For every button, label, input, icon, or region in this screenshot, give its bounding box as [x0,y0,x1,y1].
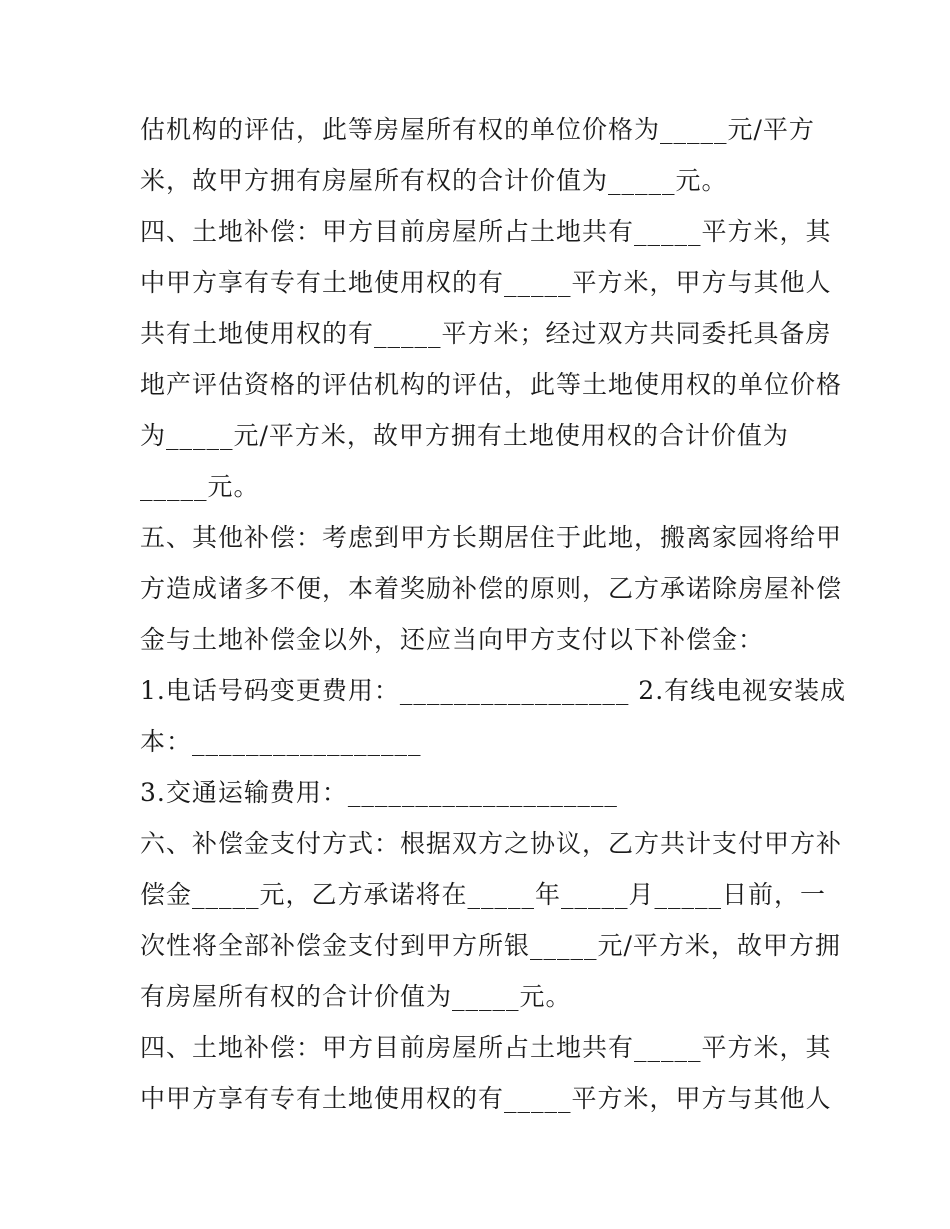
text-line: 本：_________________ [140,727,422,756]
text-line: 有房屋所有权的合计价值为_____元。 [140,982,572,1011]
text-line: 方造成诸多不便，本着奖励补偿的原则，乙方承诺除房屋补偿 [140,574,843,603]
text-line: 估机构的评估，此等房屋所有权的单位价格为_____元/平方 [140,115,815,144]
text-line: 地产评估资格的评估机构的评估，此等土地使用权的单位价格 [140,370,843,399]
text-line: 五、其他补偿：考虑到甲方长期居住于此地，搬离家园将给甲 [140,523,843,552]
text-line: 次性将全部补偿金支付到甲方所银_____元/平方米，故甲方拥 [140,931,841,960]
text-line: 1.电话号码变更费用：_________________ 2.有线电视安装成 [140,676,847,705]
text-line: 六、补偿金支付方式：根据双方之协议，乙方共计支付甲方补 [140,829,843,858]
text-line: 偿金_____元，乙方承诺将在_____年_____月_____日前，一 [140,880,827,909]
text-line: 中甲方享有专有土地使用权的有_____平方米，甲方与其他人 [140,1084,832,1113]
text-line: _____元。 [140,472,260,501]
text-line: 为_____元/平方米，故甲方拥有土地使用权的合计价值为 [140,421,789,450]
text-line: 四、土地补偿：甲方目前房屋所占土地共有_____平方米，其 [140,1033,832,1062]
text-line: 3.交通运输费用：____________________ [140,778,618,807]
text-line: 金与土地补偿金以外，还应当向甲方支付以下补偿金： [140,625,765,654]
text-line: 四、土地补偿：甲方目前房屋所占土地共有_____平方米，其 [140,217,832,246]
text-line: 米，故甲方拥有房屋所有权的合计价值为_____元。 [140,166,728,195]
text-line: 中甲方享有专有土地使用权的有_____平方米，甲方与其他人 [140,268,832,297]
text-line: 共有土地使用权的有_____平方米；经过双方共同委托具备房 [140,319,832,348]
